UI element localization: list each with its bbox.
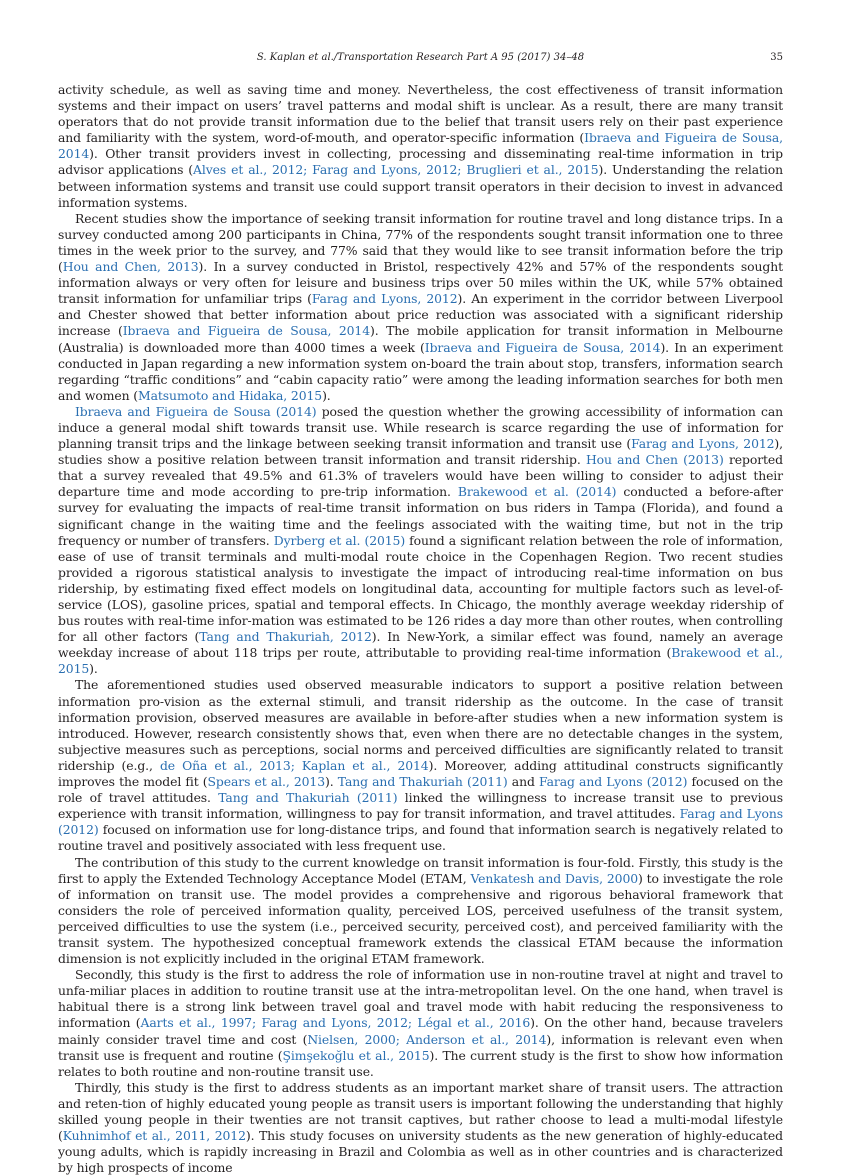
body-text-run: The contribution of this study to the current knowledge on transit information is four-fold. Firstly, this study is the first to apply the Extended Technology Acceptance Model (ETAM,: [58, 854, 783, 886]
body-text-run: ). Other transit providers invest in collecting, processing and disseminating real-time information in trip advisor applications (: [58, 146, 783, 178]
body-text-run: posed the question whether the growing accessibility of information can induce a general modal shift towards transit use. While research is scarce regarding the use of information for planning transit trips and the linkage between seeking transit information and transit use (: [58, 403, 784, 452]
citation-link[interactable]: Hou and Chen, 2013: [62, 259, 199, 275]
citation-link[interactable]: Ibraeva and Figueira de Sousa, 2014: [58, 130, 783, 162]
citation-link[interactable]: Ibraeva and Figueira de Sousa, 2014: [122, 323, 370, 339]
citation-link[interactable]: Brakewood et al. (2014): [457, 484, 617, 500]
paragraph-5: [58, 855, 783, 968]
paragraph-7: [58, 1080, 783, 1176]
body-text-run: reported that a survey revealed that 49.5% and 61.3% of travelers would have been willing to consider to adjust their departure time and mode according to pre-trip information.: [58, 452, 783, 500]
citation-link[interactable]: de Oña et al., 2013; Kaplan et al., 2014: [159, 757, 429, 773]
body-text-run: The aforementioned studies used observed measurable indicators to support a positive relation between information pro-vision as the external stimuli, and transit ridership as the outcome. In the case of transit information provision, observed measures are available in before-after studies when a new information system is introduced. However, research consistently shows that, even when there are no detectable changes in the system, subjective measures such as perceptions, social norms and perceived difficulties are significantly related to transit ridership (e.g.,: [58, 677, 783, 773]
body-text-run: Recent studies show the importance of seeking transit information for routine travel and long distance trips. In a survey conducted among 200 participants in China, 77% of the respondents sought transit information one to three times in the week prior to the survey, and 77% said that they would like to see transit information before the trip (: [58, 210, 783, 275]
body-text-run: ). In an experiment conducted in Japan regarding a new information system on-board the train about stop, transfers, information search regarding “traffic conditions” and “cabin capacity ratio” were among the leading information searches for both men and women (: [58, 339, 783, 403]
citation-link[interactable]: Ibraeva and Figueira de Sousa (2014): [75, 403, 317, 419]
body-text-run: Secondly, this study is the first to address the role of information use in non-routine travel at night and travel to unfa-miliar places in addition to routine transit use at the intra-metropolitan level. On the one hand, when travel is habitual there is a strong link between travel goal and travel mode with habit reducing the responsiveness to information (: [58, 967, 783, 1031]
paragraph-6: [58, 967, 783, 1080]
citation-link[interactable]: Tang and Thakuriah, 2012: [199, 629, 372, 645]
citation-link[interactable]: Farag and Lyons (2012): [538, 774, 688, 790]
citation-link[interactable]: Matsumoto and Hidaka, 2015: [138, 387, 323, 403]
body-text-run: ). An experiment in the corridor between Liverpool and Chester showed that better information about price reduction was associated with a significant ridership increase (: [58, 291, 783, 339]
page-number: 35: [770, 52, 783, 63]
body-text-run: found a significant relation between the role of information, ease of use of transit terminals and multi-modal route choice in the Copenhagen Region. Two recent studies provided a rigorous statistical analysis to investigate the impact of introducing real-time information on bus ridership, by estimating fixed effect models on longitudinal data, accounting for multiple factors such as level-of-service (LOS), gasoline prices, spatial and temporal effects. In Chicago, the monthly average weekday ridership of bus routes with real-time infor-mation was estimated to be 126 rides a day more than other routes, when controlling for all other factors (: [58, 532, 783, 645]
body-text-run: ). Understanding the relation between information systems and transit use could support transit operators in their decision to invest in advanced information systems.: [58, 162, 783, 210]
body-text-run: Thirdly, this study is the first to address students as an important market share of transit users. The attraction and reten-tion of highly educated young people as transit users is important following the understanding that highly skilled young people in their twenties are not transit captives, but rather choose to lead a multi-modal lifestyle (: [58, 1079, 783, 1144]
body-text-run: focused on information use for long-distance trips, and found that information search is negatively related to routine travel and positively associated with less frequent use.: [58, 822, 783, 854]
body-text-run: conducted a before-after survey for evaluating the impacts of real-time transit information on bus riders in Tampa (Florida), and found a significant change in the waiting time and the feelings associated with the waiting time, but not in the trip frequency or number of transfers.: [58, 484, 783, 548]
citation-link[interactable]: Spears et al., 2013: [207, 774, 325, 790]
citation-link[interactable]: Farag and Lyons, 2012: [311, 291, 458, 307]
body-text-run: ).: [89, 661, 98, 677]
citation-link[interactable]: Kuhnimhof et al., 2011, 2012: [62, 1128, 246, 1144]
body-text-run: and: [507, 774, 539, 790]
body-text-run: focused on the role of travel attitudes.: [58, 774, 783, 806]
citation-link[interactable]: Nielsen, 2000; Anderson et al., 2014: [307, 1031, 547, 1047]
body-text-run: ) to investigate the role of information on transit use. The model provides a comprehensive and rigorous behavioral framework that considers the role of perceived information quality, perceived LOS, perceived usefulness of the transit system, perceived difficulties to use the system (i.e., perceived security, perceived cost), and perceived familiarity with the transit system. The hypothesized conceptual framework extends the classical ETAM because the information dimension is not explicitly included in the original ETAM framework.: [58, 870, 783, 967]
paragraph-3: [58, 404, 783, 678]
body-text-run: ). In a survey conducted in Bristol, respectively 42% and 57% of the respondents sought information always or very often for leisure and business trips over 50 miles within the UK, while 57% obtained transit information for unfamiliar trips (: [58, 259, 783, 307]
paragraph-4: [58, 677, 783, 854]
body-text-run: ). The mobile application for transit information in Melbourne (Australia) is downloaded more than 4000 times a week (: [58, 323, 783, 355]
citation-link[interactable]: Şimşekoğlu et al., 2015: [282, 1047, 430, 1063]
body-text-run: ). Moreover, adding attitudinal constructs significantly improves the model fit (: [58, 757, 783, 790]
body-text-run: ). The current study is the first to show how information relates to both routine and non-routine transit use.: [58, 1047, 783, 1079]
body-text-run: ), information is relevant even when transit use is frequent and routine (: [58, 1031, 783, 1063]
citation-link[interactable]: Alves et al., 2012; Farag and Lyons, 2012; Bruglieri et al., 2015: [193, 162, 599, 178]
paragraph-2: [58, 211, 783, 404]
citation-link[interactable]: Venkatesh and Davis, 2000: [470, 870, 639, 886]
citation-link[interactable]: Farag and Lyons (2012): [58, 806, 783, 838]
citation-link[interactable]: Tang and Thakuriah (2011): [218, 790, 398, 806]
body-text-run: activity schedule, as well as saving time and money. Nevertheless, the cost effectiveness of transit information systems and their impact on users’ travel patterns and modal shift is unclear. As a result, there are many transit operators that do not provide transit information due to the belief that transit users rely on their past experience and familiarity with the system, word-of-mouth, and operator-specific information (: [58, 82, 783, 146]
citation-link[interactable]: Farag and Lyons, 2012: [631, 436, 775, 452]
body-text-run: ), studies show a positive relation between transit information and transit ridership.: [58, 436, 783, 468]
citation-link[interactable]: Tang and Thakuriah (2011): [337, 774, 508, 790]
running-header: [58, 52, 783, 68]
body-text-run: ). In New-York, a similar effect was found, namely an average weekday increase of about 118 trips per route, attributable to providing real-time information (: [58, 629, 783, 661]
body-text-run: ). On the other hand, because travelers mainly consider travel time and cost (: [58, 1015, 784, 1047]
running-head: S. Kaplan et al./Transportation Research Part A 95 (2017) 34–48: [256, 52, 585, 63]
body-text-run: ). This study focuses on university students as the new generation of highly-educated young adults, which is rapidly increasing in Brazil and Colombia as well as in other countries and is characterized by high prospects of income: [58, 1128, 783, 1176]
body-text-run: linked the willingness to increase transit use to previous experience with transit information, willingness to pay for transit information, and travel attitudes.: [58, 790, 783, 822]
citation-link[interactable]: Brakewood et al., 2015: [58, 645, 784, 677]
citation-link[interactable]: Hou and Chen (2013): [585, 452, 724, 468]
body-text-run: ).: [325, 774, 338, 790]
citation-link[interactable]: Ibraeva and Figueira de Sousa, 2014: [424, 339, 661, 355]
citation-link[interactable]: Dyrberg et al. (2015): [273, 532, 406, 548]
citation-link[interactable]: Aarts et al., 1997; Farag and Lyons, 2012; Légal et al., 2016: [140, 1015, 531, 1031]
body-text-run: ).: [322, 387, 331, 403]
paragraph-1: [58, 82, 783, 211]
body-text: [58, 82, 783, 1176]
